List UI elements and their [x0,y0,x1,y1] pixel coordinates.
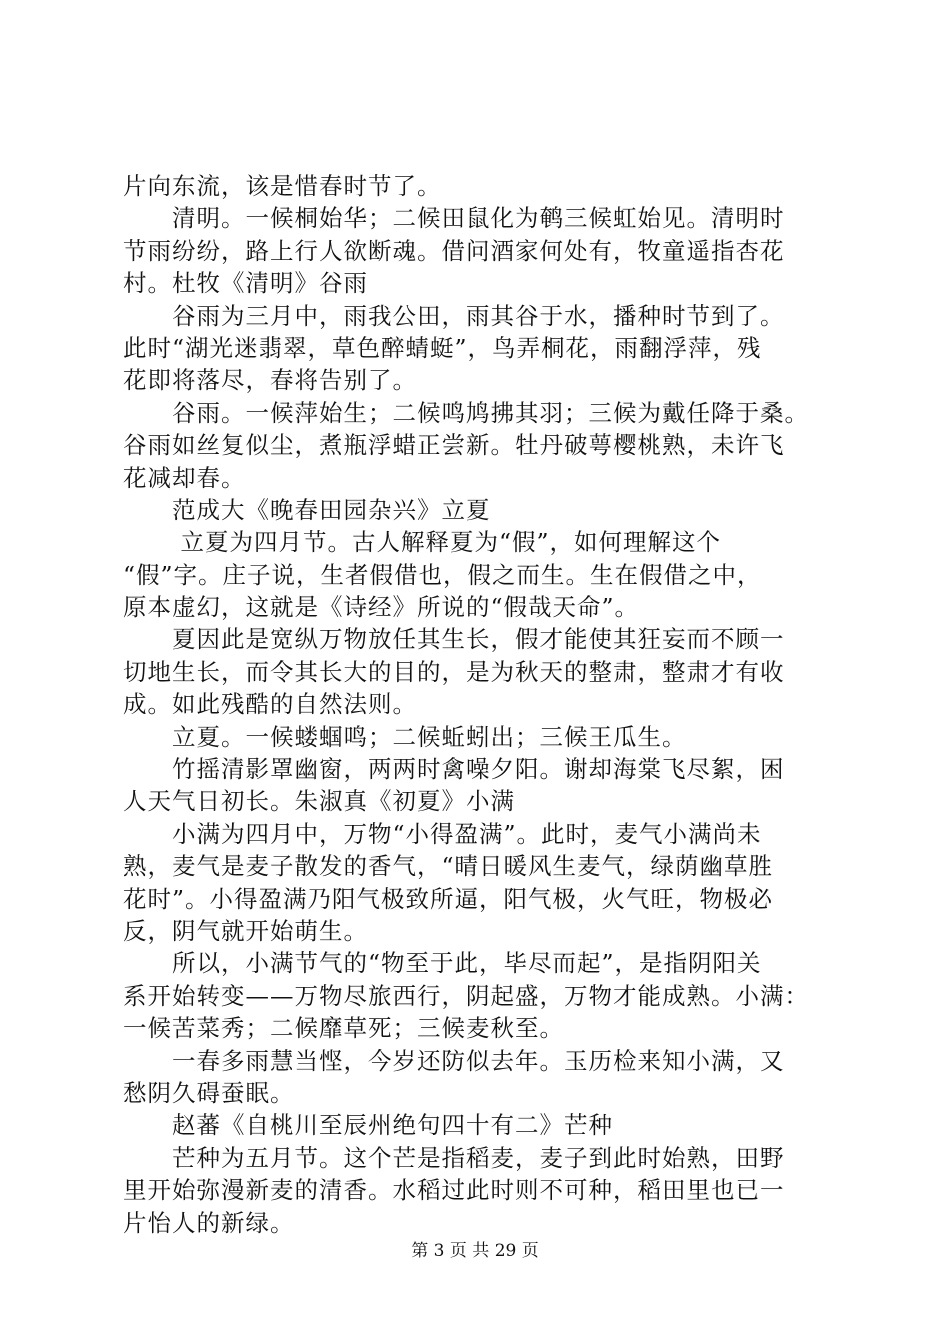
text-line: 切地生长，而令其长大的目的，是为秋天的整肃，整肃才有收 [123,657,785,686]
text-line: 谷雨如丝复似尘，煮瓶浮蜡正尝新。牡丹破萼樱桃熟，未许飞 [123,431,785,460]
text-line: 一候苦菜秀；二候靡草死；三候麦秋至。 [123,1014,564,1043]
text-line: 立夏为四月节。古人解释夏为“假”，如何理解这个 [123,528,721,557]
text-line: 村。杜牧《清明》谷雨 [123,269,368,298]
text-line: 里开始弥漫新麦的清香。水稻过此时则不可种，稻田里也已一 [123,1176,785,1205]
text-line: 竹摇清影罩幽窗，两两时禽噪夕阳。谢却海棠飞尽絮，困 [123,755,785,784]
text-line: 花即将落尽，春将告别了。 [123,366,417,395]
text-line: 一春多雨慧当悭，今岁还防似去年。玉历检来知小满，又 [123,1046,785,1075]
text-line: 范成大《晚春田园杂兴》立夏 [123,495,491,524]
text-line: 愁阴久碍蚕眠。 [123,1078,295,1107]
text-line: 片向东流，该是惜春时节了。 [123,172,442,200]
text-line: 赵蕃《自桃川至辰州绝句四十有二》芒种 [123,1111,613,1140]
text-line: 系开始转变——万物尽旅西行，阴起盛，万物才能成熟。小满： [123,981,809,1010]
page-number-footer: 第 3 页 共 29 页 [411,1241,539,1261]
text-line: 芒种为五月节。这个芒是指稻麦，麦子到此时始熟，田野 [123,1143,785,1172]
text-line: 清明。一候桐始华；二候田鼠化为鹌三候虹始见。清明时 [123,204,785,233]
text-line: 花减却春。 [123,463,246,492]
body-text [123,170,835,1239]
text-line: 此时“湖光迷翡翠，草色醉蜻蜓”，鸟弄桐花，雨翻浮萍，残 [123,333,762,362]
text-line: 成。如此残酷的自然法则。 [123,690,417,719]
text-line: 立夏。一候蝼蝈鸣；二候蚯蚓出；三候王瓜生。 [123,722,687,751]
text-line: 节雨纷纷，路上行人欲断魂。借问酒家何处有，牧童遥指杏花 [123,236,785,265]
text-line: 反，阴气就开始萌生。 [123,916,368,945]
text-line: 人天气日初长。朱淑真《初夏》小满 [123,787,515,816]
text-line: “假”字。庄子说，生者假借也，假之而生。生在假借之中， [123,560,762,589]
text-line: 夏因此是宽纵万物放任其生长，假才能使其狂妄而不顾一 [123,625,785,654]
text-line: 谷雨为三月中，雨我公田，雨其谷于水，播种时节到了。 [123,301,785,330]
text-line: 熟，麦气是麦子散发的香气，“晴日暖风生麦气，绿荫幽草胜 [123,852,774,881]
text-line: 原本虚幻，这就是《诗经》所说的“假哉天命”。 [123,593,640,622]
text-line: 片怡人的新绿。 [123,1208,295,1237]
text-line: 谷雨。一候萍始生；二候鸣鸠拂其羽；三候为戴任降于桑。 [123,398,809,427]
text-line: 所以，小满节气的“物至于此，毕尽而起”，是指阴阳关 [123,949,762,978]
text-line: 花时”。小得盈满乃阳气极致所逼，阳气极，火气旺，物极必 [123,884,774,913]
text-line: 小满为四月中，万物“小得盈满”。此时，麦气小满尚未 [123,819,762,848]
